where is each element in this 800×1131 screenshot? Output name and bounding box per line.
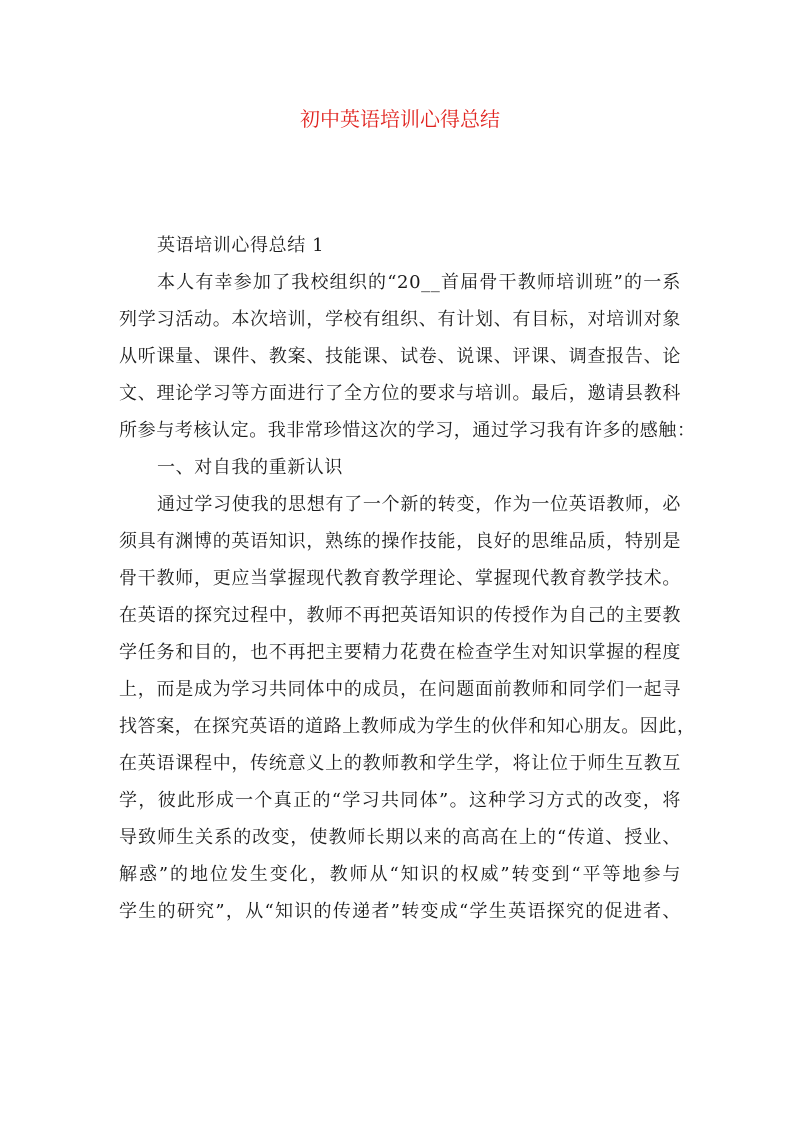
paragraph-line: 学，彼此形成一个真正的“学习共同体”。这种学习方式的改变，将 bbox=[119, 790, 681, 811]
paragraph-line: 学生的研究”，从“知识的传递者”转变成“学生英语探究的促进者、 bbox=[119, 901, 681, 922]
paragraph-line: 解惑”的地位发生变化，教师从“知识的权威”转变到“平等地参与 bbox=[119, 864, 681, 885]
paragraph-line: 所参与考核认定。我非常珍惜这次的学习，通过学习我有许多的感触： bbox=[119, 420, 696, 441]
section-subtitle: 英语培训心得总结 1 bbox=[157, 235, 325, 256]
paragraph-line: 须具有渊博的英语知识，熟练的操作技能，良好的思维品质，特别是 bbox=[119, 531, 681, 552]
paragraph-line: 列学习活动。本次培训，学校有组织、有计划、有目标，对培训对象 bbox=[119, 309, 681, 330]
paragraph-line: 从听课量、课件、教案、技能课、试卷、说课、评课、调查报告、论 bbox=[119, 346, 681, 367]
paragraph-line: 骨干教师，更应当掌握现代教育教学理论、掌握现代教育教学技术。 bbox=[119, 568, 681, 589]
paragraph-line: 上，而是成为学习共同体中的成员，在问题面前教师和同学们一起寻 bbox=[119, 679, 681, 700]
paragraph-line: 学任务和目的，也不再把主要精力花费在检查学生对知识掌握的程度 bbox=[119, 642, 681, 663]
document-body bbox=[119, 227, 696, 930]
paragraph-line: 通过学习使我的思想有了一个新的转变，作为一位英语教师，必 bbox=[157, 494, 681, 515]
paragraph-line: 在英语的探究过程中，教师不再把英语知识的传授作为自己的主要教 bbox=[119, 605, 681, 626]
paragraph-line: 导致师生关系的改变，使教师长期以来的高高在上的“传道、授业、 bbox=[119, 827, 681, 848]
paragraph-line: 文、理论学习等方面进行了全方位的要求与培训。最后，邀请县教科 bbox=[119, 383, 681, 404]
paragraph-intro bbox=[119, 264, 696, 449]
paragraph-line: 找答案，在探究英语的道路上教师成为学生的伙伴和知心朋友。因此， bbox=[119, 716, 696, 737]
section-heading: 一、对自我的重新认识 bbox=[157, 457, 343, 478]
paragraph-self-recognition bbox=[119, 486, 696, 930]
document-title: 初中英语培训心得总结 bbox=[300, 107, 500, 131]
paragraph-line: 本人有幸参加了我校组织的“20__首届骨干教师培训班”的一系 bbox=[157, 272, 681, 293]
paragraph-line: 在英语课程中，传统意义上的教师教和学生学，将让位于师生互教互 bbox=[119, 753, 681, 774]
